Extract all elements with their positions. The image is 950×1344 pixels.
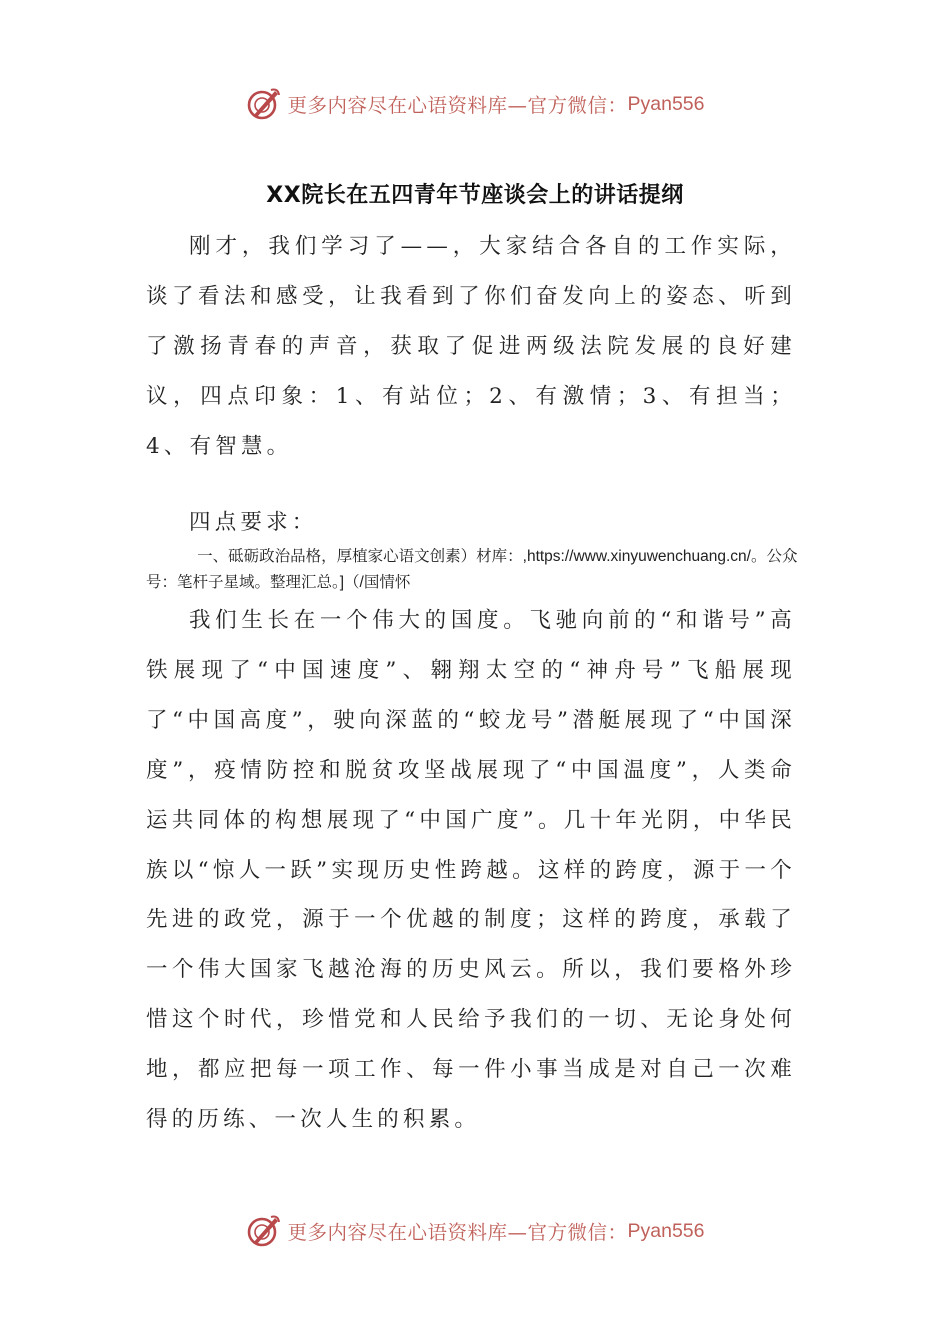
- requirements-paragraph: [146, 498, 796, 548]
- main-paragraph: [146, 596, 796, 1145]
- requirements-text: 四点要求：: [189, 510, 318, 535]
- document-title: XX院长在五四青年节座谈会上的讲话提纲: [266, 183, 684, 208]
- intro-paragraph: [146, 222, 796, 472]
- footer-banner: [0, 1209, 950, 1253]
- wechat-id: Pyan556: [627, 92, 705, 115]
- intro-text: 刚才，我们学习了——，大家结合各自的工作实际，谈了看法和感受，让我看到了你们奋发向上的姿态、听到了激扬青春的声音，获取了促进两级法院发展的良好建议，四点印象：1、有站位；2、有激情；3、有担当；4、有智慧。: [146, 234, 796, 459]
- section-one-heading: [146, 544, 806, 596]
- banner-dash: —官方微信：: [507, 1221, 628, 1244]
- main-text: 我们生长在一个伟大的国度。飞驰向前的“和谐号”高铁展现了“中国速度”、翱翔太空的“神舟号”飞船展现了“中国高度”，驶向深蓝的“蛟龙号”潜艇展现了“中国深度”，疫情防控和脱贫攻坚战展现了“中国温度”，人类命运共同体的构想展现了“中国广度”。几十年光阴，中华民族以“惊人一跃”实现历史性跨越。这样的跨度，源于一个先进的政党，源于一个优越的制度；这样的跨度，承载了一个伟大国家飞越沧海的历史风云。所以，我们要格外珍惜这个时代，珍惜党和人民给予我们的一切、无论身处何地，都应把每一项工作、每一件小事当成是对自己一次难得的历练、一次人生的积累。: [146, 608, 796, 1133]
- banner-text: 更多内容尽在心语资料库: [287, 94, 508, 117]
- banner-text: 更多内容尽在心语资料库: [287, 1221, 508, 1244]
- section-one-text: 一、砥砺政治品格，厚植家心语文创素）材库：,https://www.xinyuwenchuang.cn/。公众号：笔杆子星域。整理汇总。]（/国情怀: [146, 548, 798, 591]
- quill-logo-icon: [245, 86, 281, 122]
- header-banner: [0, 82, 950, 126]
- wechat-id: Pyan556: [627, 1219, 705, 1242]
- banner-dash: —官方微信：: [507, 94, 628, 117]
- quill-logo-icon: [245, 1213, 281, 1249]
